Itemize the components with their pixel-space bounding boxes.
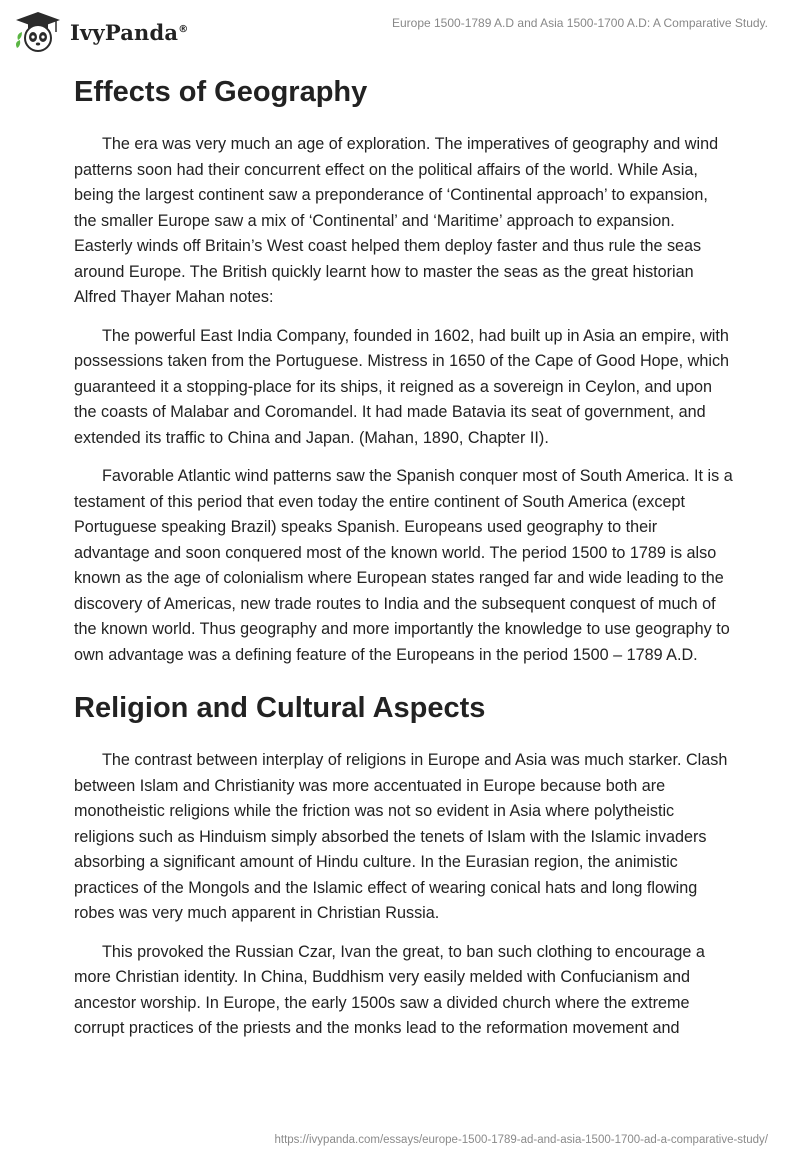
source-url[interactable]: https://ivypanda.com/essays/europe-1500-1789-ad-and-asia-1500-1700-ad-a-comparative-study/ [274,1134,768,1146]
page-header [0,0,800,60]
paragraph: Favorable Atlantic wind patterns saw the Spanish conquer most of South America. It is a testament of this period that even today the entire continent of South America (except Portuguese speaking Brazil) speaks Spanish. Europeans used geography to their advantage and soon conquered most of the known world. The period 1500 to 1789 is also known as the age of colonialism where European states ranged far and wide leading to the discovery of Americas, new trade routes to India and the subsequent conquest of much of the known world. Thus geography and more importantly the knowledge to use geography to own advantage was a defining feature of the Europeans in the period 1500 – 1789 A.D. [74,467,733,664]
panda-graduate-icon [14,10,62,54]
article-body [74,70,734,1055]
paragraph: The era was very much an age of exploration. The imperatives of geography and wind patterns soon had their concurrent effect on the political affairs of the world. While Asia, being the largest continent saw a preponderance of ‘Continental approach’ to expansion, the smaller Europe saw a mix of ‘Continental’ and ‘Maritime’ approach to expansion. Easterly winds off Britain’s West coast helped them deploy faster and thus rule the seas around Europe. The British quickly learnt how to master the seas as the great historian Alfred Thayer Mahan notes: [74,135,719,306]
block-quote-paragraph: The powerful East India Company, founded in 1602, had built up in Asia an empire, with possessions taken from the Portuguese. Mistress in 1650 of the Cape of Good Hope, which guaranteed it a stopping-place for its ships, it reigned as a sovereign in Ceylon, and upon the coasts of Malabar and Coromandel. It had made Batavia its seat of government, and extended its traffic to China and Japan. (Mahan, 1890, Chapter II). [74,326,730,447]
section-heading-geography: Effects of Geography [74,76,368,108]
document-title: Europe 1500-1789 A.D and Asia 1500-1700 A.D: A Comparative Study. [391,16,768,30]
paragraph: This provoked the Russian Czar, Ivan the great, to ban such clothing to encourage a more Christian identity. In China, Buddhism very easily melded with Confucianism and ancestor worship. In Europe, the early 1500s saw a divided church where the extreme corrupt practices of the priests and the monks lead to the reformation movement and [74,942,705,1037]
ivypanda-logo[interactable] [14,10,188,54]
section-heading-religion: Religion and Cultural Aspects [74,692,486,724]
brand-name: IvyPanda® [70,19,189,45]
paragraph: The contrast between interplay of religions in Europe and Asia was much starker. Clash between Islam and Christianity was more accentuated in Europe because both are monotheistic religions while the friction was not so evident in Asia where polytheistic religions such as Hinduism simply absorbed the tenets of Islam with the Islamic invaders absorbing a significant amount of Hindu culture. In the Eurasian region, the animistic practices of the Mongols and the Islamic effect of wearing conical hats and long flowing robes was very much apparent in Christian Russia. [74,751,728,922]
